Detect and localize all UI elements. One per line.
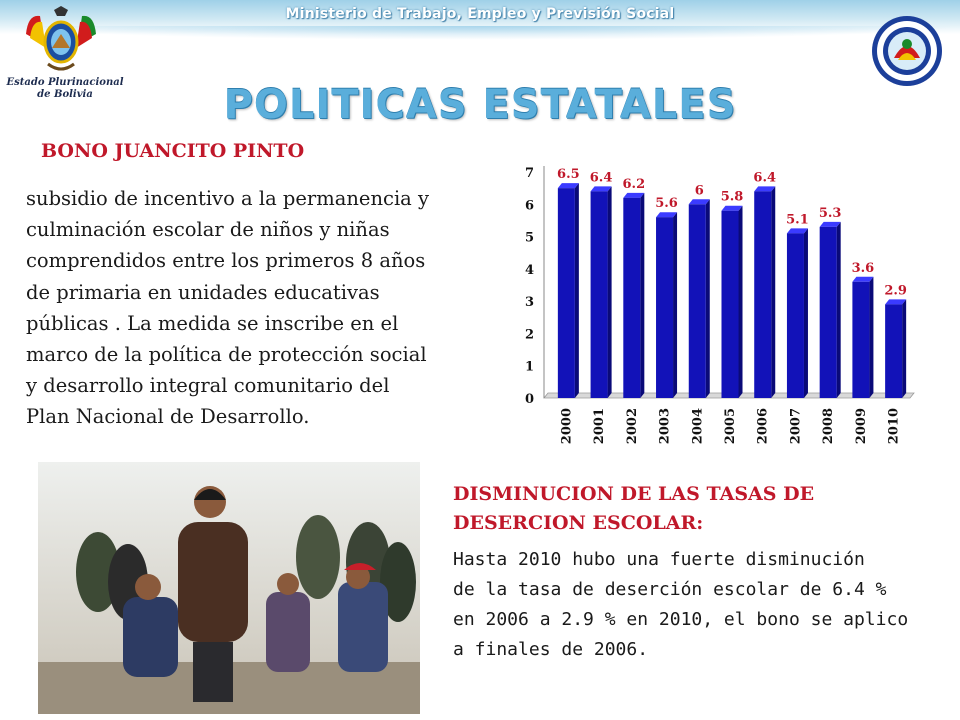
bar-front <box>852 282 869 398</box>
bar-side <box>706 199 710 398</box>
x-tick-label: 2000 <box>559 408 575 445</box>
bar-value-label: 5.1 <box>786 212 809 228</box>
bar-side <box>608 186 612 398</box>
bar <box>852 277 873 398</box>
desercion-heading-line: DESERCION ESCOLAR: <box>453 512 704 534</box>
y-tick-label: 1 <box>524 359 534 375</box>
bar <box>885 299 906 398</box>
x-tick-label: 2008 <box>821 408 837 445</box>
x-tick-label: 2002 <box>624 408 640 445</box>
bar-value-label: 2.9 <box>884 283 907 299</box>
desc-line: Plan Nacional de Desarrollo. <box>26 405 310 429</box>
bar <box>721 206 742 398</box>
desc-line: comprendidos entre los primeros 8 años <box>26 249 426 273</box>
x-tick-label: 2005 <box>723 408 738 445</box>
desc-line: y desarrollo integral comunitario del <box>26 374 390 398</box>
desercion-heading <box>453 480 933 538</box>
x-tick-label: 2004 <box>690 408 706 445</box>
children-photo <box>38 462 420 714</box>
bar-front <box>787 233 804 398</box>
bar <box>689 199 710 398</box>
y-tick-label: 6 <box>524 198 534 214</box>
bar <box>787 228 808 398</box>
bar <box>656 212 677 398</box>
desercion-body <box>453 545 933 665</box>
desc-line: culminación escolar de niños y niñas <box>26 218 390 242</box>
bar-side <box>869 277 873 398</box>
bar-side <box>575 183 579 398</box>
y-tick-label: 2 <box>524 327 534 343</box>
bar-front <box>820 227 837 398</box>
ministry-seal-icon <box>870 14 944 88</box>
bar-side <box>673 212 677 398</box>
bar-front <box>689 204 706 398</box>
desc-line: públicas . La medida se inscribe en el <box>26 311 399 335</box>
ministry-title: Ministerio de Trabajo, Empleo y Previsión Social <box>285 6 675 22</box>
desercion-heading-line: DISMINUCION DE LAS TASAS DE <box>453 483 815 505</box>
bar <box>558 183 579 398</box>
y-tick-label: 5 <box>524 230 534 246</box>
desercion-line: de la tasa de deserción escolar de 6.4 % <box>453 579 887 600</box>
bar-side <box>804 228 808 398</box>
bolivia-coat-of-arms-icon <box>18 4 104 78</box>
bar-side <box>739 206 743 398</box>
bar-value-label: 5.6 <box>655 196 678 212</box>
bar <box>623 193 644 398</box>
bar-value-label: 3.6 <box>851 260 875 276</box>
bar-front <box>591 191 608 398</box>
page-title: POLITICAS ESTATALES <box>223 82 737 128</box>
bono-heading: BONO JUANCITO PINTO <box>41 140 305 162</box>
bar-value-label: 5.3 <box>818 205 842 221</box>
bar-value-label: 6.2 <box>622 176 646 192</box>
desercion-line: en 2006 a 2.9 % en 2010, el bono se aplico <box>453 609 909 630</box>
bar-value-label: 6 <box>694 183 704 199</box>
bar <box>820 222 841 398</box>
bar-front <box>623 198 640 398</box>
y-tick-label: 3 <box>524 295 534 311</box>
bar-side <box>902 299 906 398</box>
bar-front <box>885 304 902 398</box>
bar-side <box>771 186 775 398</box>
bar-value-label: 6.5 <box>557 167 580 183</box>
bar-value-label: 6.4 <box>589 170 613 186</box>
bar-front <box>754 191 771 398</box>
bar <box>754 186 775 398</box>
estado-line-2: de Bolivia <box>37 89 93 100</box>
bar-front <box>558 188 575 398</box>
x-tick-label: 2006 <box>755 408 771 445</box>
bar-value-label: 5.8 <box>720 189 744 205</box>
desercion-bar-chart <box>500 150 920 465</box>
bar-side <box>640 193 644 398</box>
bar-front <box>656 217 673 398</box>
desc-line: marco de la política de protección social <box>26 343 427 367</box>
bar <box>591 186 612 398</box>
bar-front <box>721 211 738 398</box>
bono-description <box>26 183 496 433</box>
x-tick-label: 2001 <box>592 408 608 445</box>
desc-line: subsidio de incentivo a la permanencia y <box>26 187 430 210</box>
desercion-line: a finales de 2006. <box>453 639 649 660</box>
x-tick-label: 2003 <box>657 408 673 445</box>
x-tick-label: 2007 <box>788 408 804 445</box>
x-tick-label: 2009 <box>853 408 869 445</box>
bar-side <box>837 222 841 398</box>
estado-line-1: Estado Plurinacional <box>6 77 124 88</box>
desc-line: de primaria en unidades educativas <box>26 280 380 304</box>
y-tick-label: 7 <box>524 166 534 181</box>
y-tick-label: 0 <box>524 392 534 407</box>
y-tick-label: 4 <box>524 262 534 278</box>
bar-value-label: 6.4 <box>753 170 777 186</box>
x-tick-label: 2010 <box>886 408 902 445</box>
desercion-line: Hasta 2010 hubo una fuerte disminución <box>453 549 865 570</box>
